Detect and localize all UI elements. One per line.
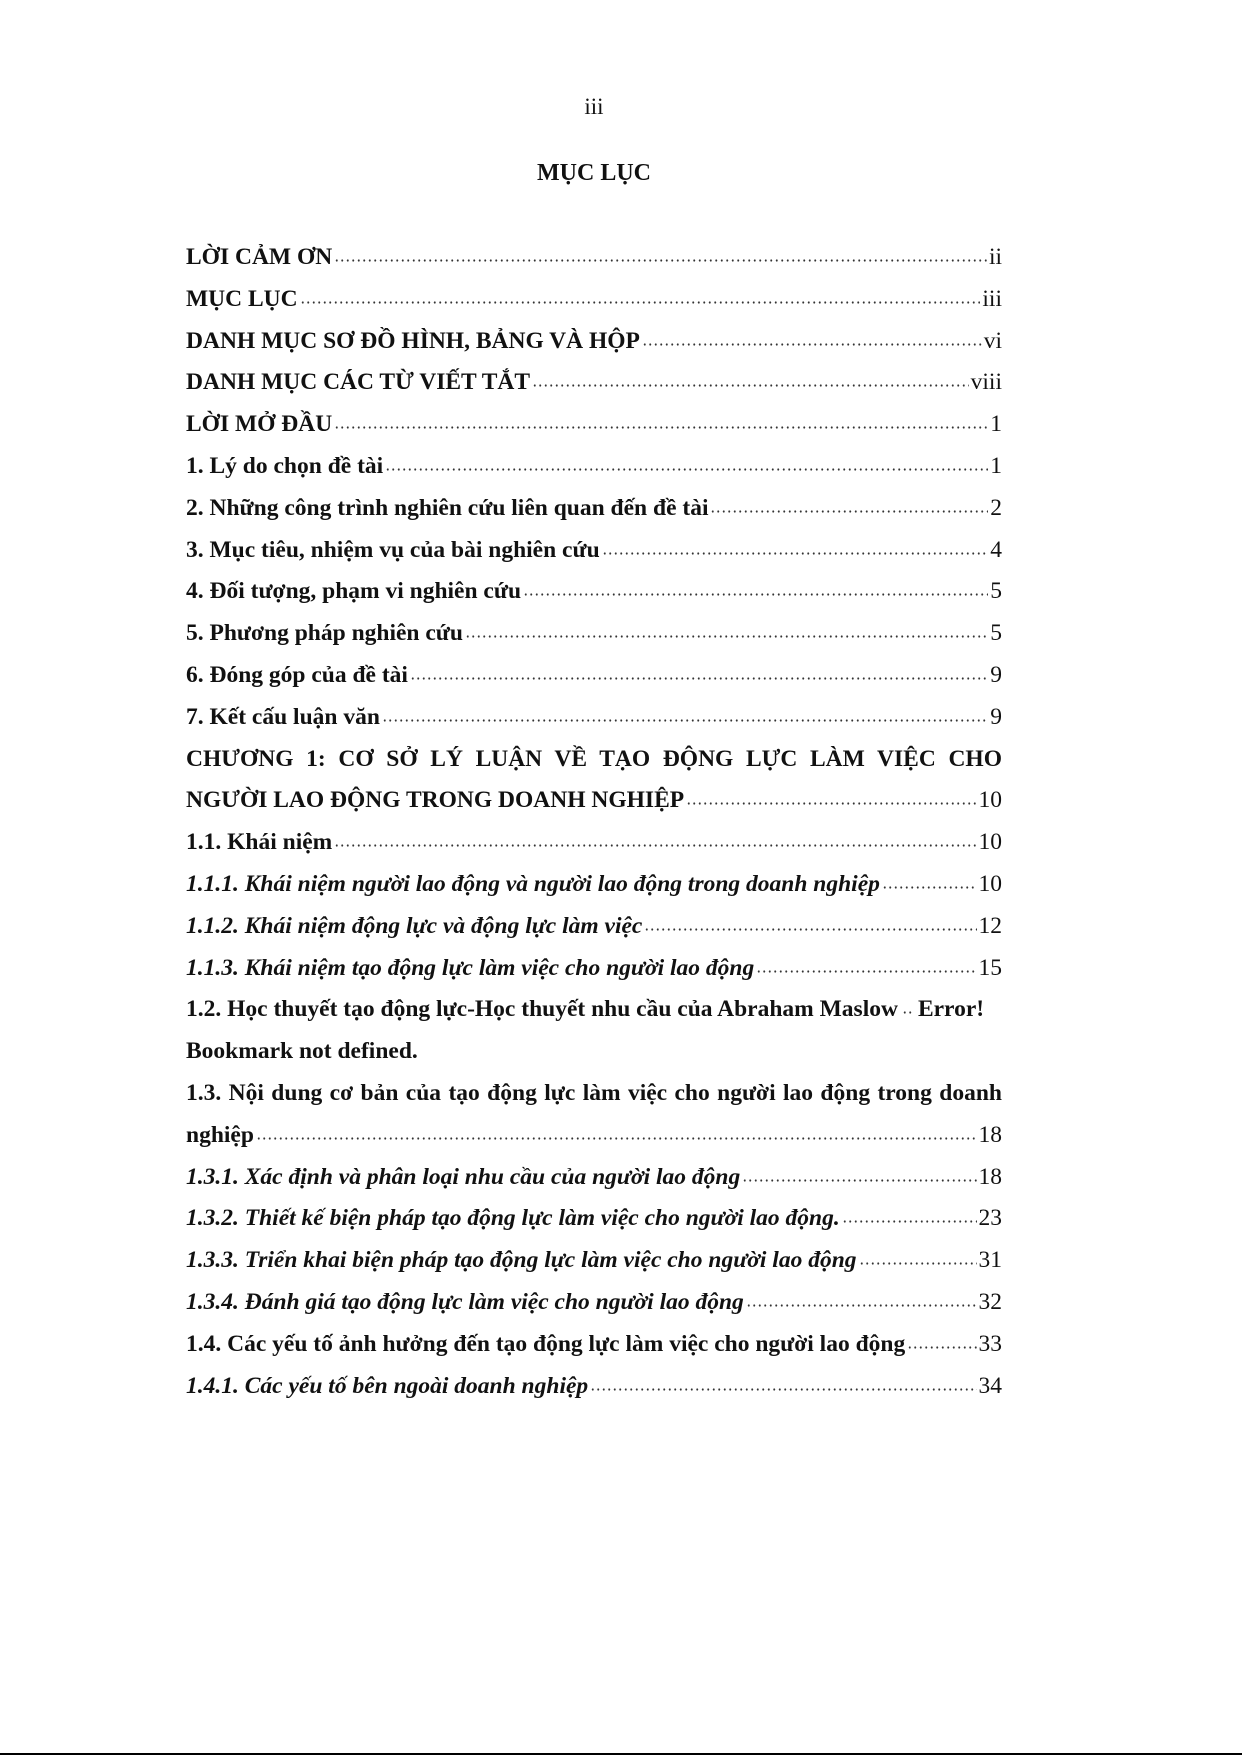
leader-dots xyxy=(642,343,982,346)
leader-dots xyxy=(602,552,989,555)
toc-entry[interactable] xyxy=(186,1282,1002,1324)
toc-entry[interactable] xyxy=(186,906,1002,948)
toc-entry-line xyxy=(186,571,1002,613)
leader-dots xyxy=(385,468,988,471)
toc-entry-line xyxy=(186,1240,1002,1282)
toc-entry-title[interactable]: 1.3.1. Xác định và phân loại nhu cầu của người lao động xyxy=(186,1163,741,1190)
toc-entry-line xyxy=(186,948,1002,990)
toc-entry-line xyxy=(186,530,1002,572)
page-number: iii xyxy=(584,94,604,119)
toc-entry[interactable] xyxy=(186,655,1002,697)
toc-entry-title-line1: CHƯƠNG 1: CƠ SỞ LÝ LUẬN VỀ TẠO ĐỘNG LỰC LÀM VIỆC CHO xyxy=(186,745,1002,772)
toc-entry-title[interactable]: 1.4.1. Các yếu tố bên ngoài doanh nghiệp xyxy=(186,1372,589,1399)
toc-entry-page[interactable]: 32 xyxy=(978,1288,1002,1315)
leader-dots xyxy=(590,1388,976,1391)
toc-entry-line xyxy=(186,697,1002,739)
toc-entry-line xyxy=(186,321,1002,363)
toc-entry[interactable] xyxy=(186,321,1002,363)
toc-entry-page[interactable]: iii xyxy=(982,285,1002,312)
toc-entry[interactable] xyxy=(186,989,1002,1073)
toc-entry[interactable] xyxy=(186,446,1002,488)
toc-entry[interactable] xyxy=(186,1073,1002,1157)
leader-dots xyxy=(382,719,988,722)
toc-entry-line xyxy=(186,1282,1002,1324)
toc-entry-line xyxy=(186,1115,1002,1157)
toc-entry-page[interactable]: 5 xyxy=(990,620,1002,647)
toc-entry-page[interactable]: 10 xyxy=(978,870,1002,897)
toc-entry[interactable] xyxy=(186,697,1002,739)
toc-entry-page[interactable]: vi xyxy=(983,327,1002,354)
toc-entry[interactable] xyxy=(186,571,1002,613)
toc-entry[interactable] xyxy=(186,1240,1002,1282)
toc-entry-line xyxy=(186,362,1002,404)
leader-dots xyxy=(644,928,976,931)
toc-entry[interactable] xyxy=(186,530,1002,572)
toc-entry-title[interactable]: DANH MỤC CÁC TỪ VIẾT TẮT xyxy=(186,369,531,396)
toc-entry-page[interactable]: 9 xyxy=(990,703,1002,730)
toc-entry-title[interactable]: 7. Kết cấu luận văn xyxy=(186,703,380,730)
toc-entry[interactable] xyxy=(186,488,1002,530)
toc-entry-title[interactable]: 1.3.2. Thiết kế biện pháp tạo động lực làm việc cho người lao động. xyxy=(186,1205,840,1232)
toc-entry-line xyxy=(186,989,1002,1031)
leader-dots xyxy=(532,384,969,387)
toc-entry-page[interactable]: 1 xyxy=(990,411,1002,438)
toc-entry[interactable] xyxy=(186,404,1002,446)
toc-entry-line xyxy=(186,279,1002,321)
toc-entry-title[interactable]: 1.1. Khái niệm xyxy=(186,829,333,856)
leader-dots xyxy=(300,301,981,304)
toc-entry-title[interactable]: 1. Lý do chọn đề tài xyxy=(186,452,384,479)
leader-dots xyxy=(902,1011,914,1014)
toc-entry-line xyxy=(186,613,1002,655)
toc-entry[interactable] xyxy=(186,1324,1002,1366)
toc-entry-page[interactable]: 4 xyxy=(990,536,1002,563)
toc-entry-title[interactable]: DANH MỤC SƠ ĐỒ HÌNH, BẢNG VÀ HỘP xyxy=(186,327,640,354)
leader-dots xyxy=(465,635,988,638)
toc-entry-title[interactable]: 1.4. Các yếu tố ảnh hưởng đến tạo động lực làm việc cho người lao động xyxy=(186,1330,906,1357)
leader-dots xyxy=(686,802,976,805)
toc-entry-page[interactable]: 5 xyxy=(990,578,1002,605)
table-of-contents xyxy=(186,237,1002,1407)
toc-entry-line xyxy=(186,780,1002,822)
leader-dots xyxy=(523,593,988,596)
toc-entry-line xyxy=(186,1198,1002,1240)
toc-entry[interactable] xyxy=(186,1198,1002,1240)
leader-dots xyxy=(882,886,977,889)
toc-entry-page[interactable]: viii xyxy=(970,369,1002,396)
toc-entry-title[interactable]: MỤC LỤC xyxy=(186,285,298,312)
toc-entry-line xyxy=(186,822,1002,864)
toc-entry[interactable] xyxy=(186,1366,1002,1408)
page-title: MỤC LỤC xyxy=(537,160,651,186)
toc-entry-page[interactable]: 23 xyxy=(978,1205,1002,1232)
toc-entry-line xyxy=(186,237,1002,279)
toc-entry[interactable] xyxy=(186,613,1002,655)
toc-entry-page[interactable]: 18 xyxy=(978,1163,1002,1190)
toc-entry-page[interactable]: 18 xyxy=(978,1121,1002,1148)
toc-entry[interactable] xyxy=(186,948,1002,990)
toc-entry-line xyxy=(186,488,1002,530)
toc-entry-page[interactable]: 2 xyxy=(990,494,1002,521)
leader-dots xyxy=(256,1137,977,1140)
leader-dots xyxy=(710,510,988,513)
leader-dots xyxy=(334,844,976,847)
toc-entry-title[interactable]: 2. Những công trình nghiên cứu liên quan đến đề tài xyxy=(186,494,709,521)
leader-dots xyxy=(742,1179,976,1182)
leader-dots xyxy=(842,1220,977,1223)
toc-entry-title[interactable]: 1.3.3. Triển khai biện pháp tạo động lực làm việc cho người lao động xyxy=(186,1247,857,1274)
toc-entry-line xyxy=(186,404,1002,446)
leader-dots xyxy=(410,677,988,680)
toc-entry-line xyxy=(186,864,1002,906)
toc-entry-page[interactable]: 12 xyxy=(978,912,1002,939)
leader-dots xyxy=(756,970,976,973)
toc-entry-title-line1: 1.3. Nội dung cơ bản của tạo động lực làm việc cho người lao động trong doanh xyxy=(186,1079,1002,1106)
toc-entry-line xyxy=(186,1366,1002,1408)
toc-entry-title-line2[interactable]: nghiệp xyxy=(186,1121,254,1148)
toc-entry-page[interactable]: Error! xyxy=(917,996,985,1023)
toc-entry-title[interactable]: 1.2. Học thuyết tạo động lực-Học thuyết nhu cầu của Abraham Maslow xyxy=(186,996,898,1023)
toc-entry-title[interactable]: 6. Đóng góp của đề tài xyxy=(186,661,408,688)
toc-entry[interactable] xyxy=(186,739,1002,823)
toc-entry[interactable] xyxy=(186,237,1002,279)
toc-entry-page[interactable]: 10 xyxy=(978,787,1002,814)
toc-entry-title[interactable]: 4. Đối tượng, phạm vi nghiên cứu xyxy=(186,578,522,605)
toc-entry-continuation xyxy=(186,1031,1002,1073)
toc-entry-title[interactable]: 1.3.4. Đánh giá tạo động lực làm việc cho người lao động xyxy=(186,1288,744,1315)
toc-entry-title[interactable]: 1.1.1. Khái niệm người lao động và người lao động trong doanh nghiệp xyxy=(186,870,880,897)
toc-entry[interactable] xyxy=(186,864,1002,906)
toc-entry-page[interactable]: ii xyxy=(988,244,1002,270)
toc-entry-line xyxy=(186,655,1002,697)
leader-dots xyxy=(334,426,988,429)
leader-dots xyxy=(859,1262,977,1265)
toc-entry-page[interactable]: 1 xyxy=(990,452,1002,479)
toc-entry-page[interactable]: 15 xyxy=(978,954,1002,981)
leader-dots xyxy=(907,1346,976,1349)
error-message: Bookmark not defined. xyxy=(186,1038,418,1065)
toc-entry-title[interactable]: LỜI CẢM ƠN xyxy=(186,244,333,270)
toc-entry-title[interactable]: 3. Mục tiêu, nhiệm vụ của bài nghiên cứu xyxy=(186,536,600,563)
toc-entry-page[interactable]: 33 xyxy=(978,1330,1002,1357)
toc-entry-line xyxy=(186,446,1002,488)
toc-entry-page[interactable]: 10 xyxy=(978,829,1002,856)
toc-entry[interactable] xyxy=(186,279,1002,321)
toc-entry-title[interactable]: 1.1.2. Khái niệm động lực và động lực làm việc xyxy=(186,912,643,939)
toc-entry-title[interactable]: 1.1.3. Khái niệm tạo động lực làm việc cho người lao động xyxy=(186,954,755,981)
toc-entry-title-line2[interactable]: NGƯỜI LAO ĐỘNG TRONG DOANH NGHIỆP xyxy=(186,787,685,814)
toc-entry-title[interactable]: LỜI MỞ ĐẦU xyxy=(186,411,333,438)
leader-dots xyxy=(334,259,987,262)
toc-entry[interactable] xyxy=(186,362,1002,404)
toc-entry-line xyxy=(186,1324,1002,1366)
toc-entry-title[interactable]: 5. Phương pháp nghiên cứu xyxy=(186,620,463,647)
leader-dots xyxy=(746,1304,977,1307)
toc-entry[interactable] xyxy=(186,1157,1002,1199)
toc-entry-page[interactable]: 34 xyxy=(978,1372,1002,1399)
toc-entry[interactable] xyxy=(186,822,1002,864)
toc-entry-line xyxy=(186,1157,1002,1199)
toc-entry-page[interactable]: 9 xyxy=(990,661,1002,688)
toc-entry-line xyxy=(186,906,1002,948)
toc-entry-page[interactable]: 31 xyxy=(978,1247,1002,1274)
